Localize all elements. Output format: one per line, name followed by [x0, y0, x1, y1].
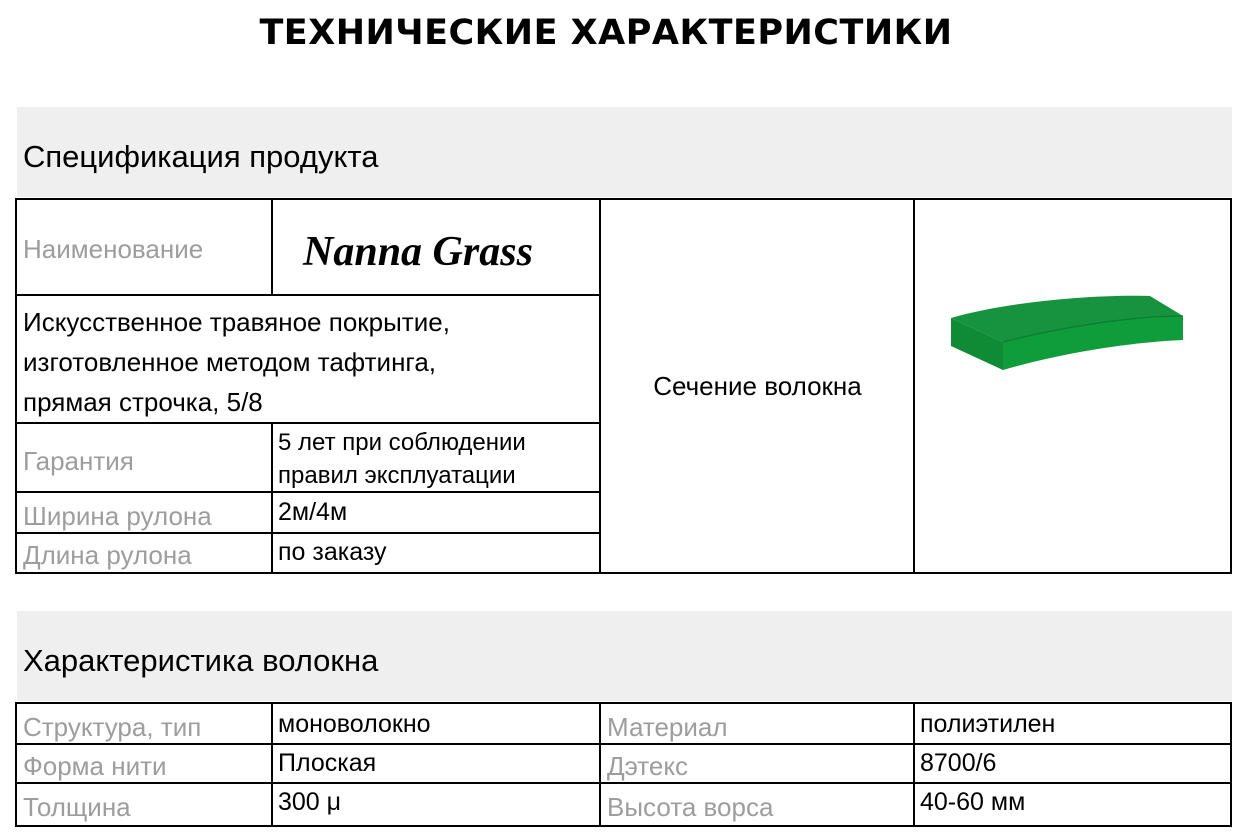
material-label: Материал: [607, 712, 728, 742]
product-name: Nanna Grass: [303, 229, 533, 275]
table-row-value-cell: [271, 743, 602, 785]
fiber-section-label: Сечение волокна: [653, 371, 862, 401]
thickness-value: 300 μ: [278, 788, 342, 816]
thread-shape-label: Форма нити: [23, 751, 167, 781]
thickness-label: Толщина: [23, 792, 131, 822]
table-row-label-cell: [599, 782, 916, 827]
table-row-value-cell: [271, 782, 602, 827]
structure-value: моноволокно: [278, 710, 431, 738]
table-row-value-cell: [913, 702, 1232, 746]
fiber-spec-header: [17, 611, 1232, 701]
table-row-label-cell: [599, 743, 916, 785]
page-title: ТЕХНИЧЕСКИЕ ХАРАКТЕРИСТИКИ: [259, 13, 953, 53]
fiber-image-cell: [913, 198, 1232, 574]
roll-length-label: Длина рулона: [23, 540, 192, 570]
description-cell: [15, 294, 602, 425]
product-spec-header: [17, 107, 1232, 197]
warranty-line: правил эксплуатации: [278, 462, 516, 489]
description-line: изготовленное методом тафтинга,: [23, 347, 437, 377]
roll-width-label-cell: [15, 491, 274, 535]
pile-height-label: Высота ворса: [607, 792, 774, 822]
table-row-value-cell: [271, 702, 602, 746]
table-row-value-cell: [913, 782, 1232, 827]
name-label-cell: [15, 198, 274, 297]
structure-label: Структура, тип: [23, 712, 202, 742]
fiber-cross-section-icon: [945, 290, 1185, 380]
roll-length-label-cell: [15, 532, 274, 574]
roll-length-value-cell: [271, 532, 602, 574]
table-row-label-cell: [599, 702, 916, 746]
product-spec-title: Спецификация продукта: [23, 139, 379, 174]
table-row-label-cell: [15, 782, 274, 827]
description-line: прямая строчка, 5/8: [23, 387, 263, 417]
roll-width-label: Ширина рулона: [23, 501, 212, 531]
material-value: полиэтилен: [920, 710, 1056, 738]
pile-height-value: 40-60 мм: [920, 788, 1026, 816]
thread-shape-value: Плоская: [278, 749, 377, 777]
dtex-label: Дэтекс: [607, 751, 689, 781]
roll-length-value: по заказу: [278, 538, 387, 566]
warranty-value-cell: [271, 422, 602, 494]
name-value-cell: [271, 198, 602, 297]
warranty-line: 5 лет при соблюдении: [278, 429, 526, 456]
warranty-value: [278, 426, 526, 492]
roll-width-value-cell: [271, 491, 602, 535]
fiber-spec-title: Характеристика волокна: [23, 643, 379, 678]
description-line: Искусственное травяное покрытие,: [23, 307, 450, 337]
dtex-value: 8700/6: [920, 749, 997, 777]
warranty-label-cell: [15, 422, 274, 494]
table-row-value-cell: [913, 743, 1232, 785]
fiber-section-label-cell: [599, 198, 916, 574]
name-label: Наименование: [23, 234, 204, 264]
roll-width-value: 2м/4м: [278, 498, 348, 526]
product-description: [23, 302, 450, 422]
table-row-label-cell: [15, 743, 274, 785]
warranty-label: Гарантия: [23, 446, 134, 476]
table-row-label-cell: [15, 702, 274, 746]
